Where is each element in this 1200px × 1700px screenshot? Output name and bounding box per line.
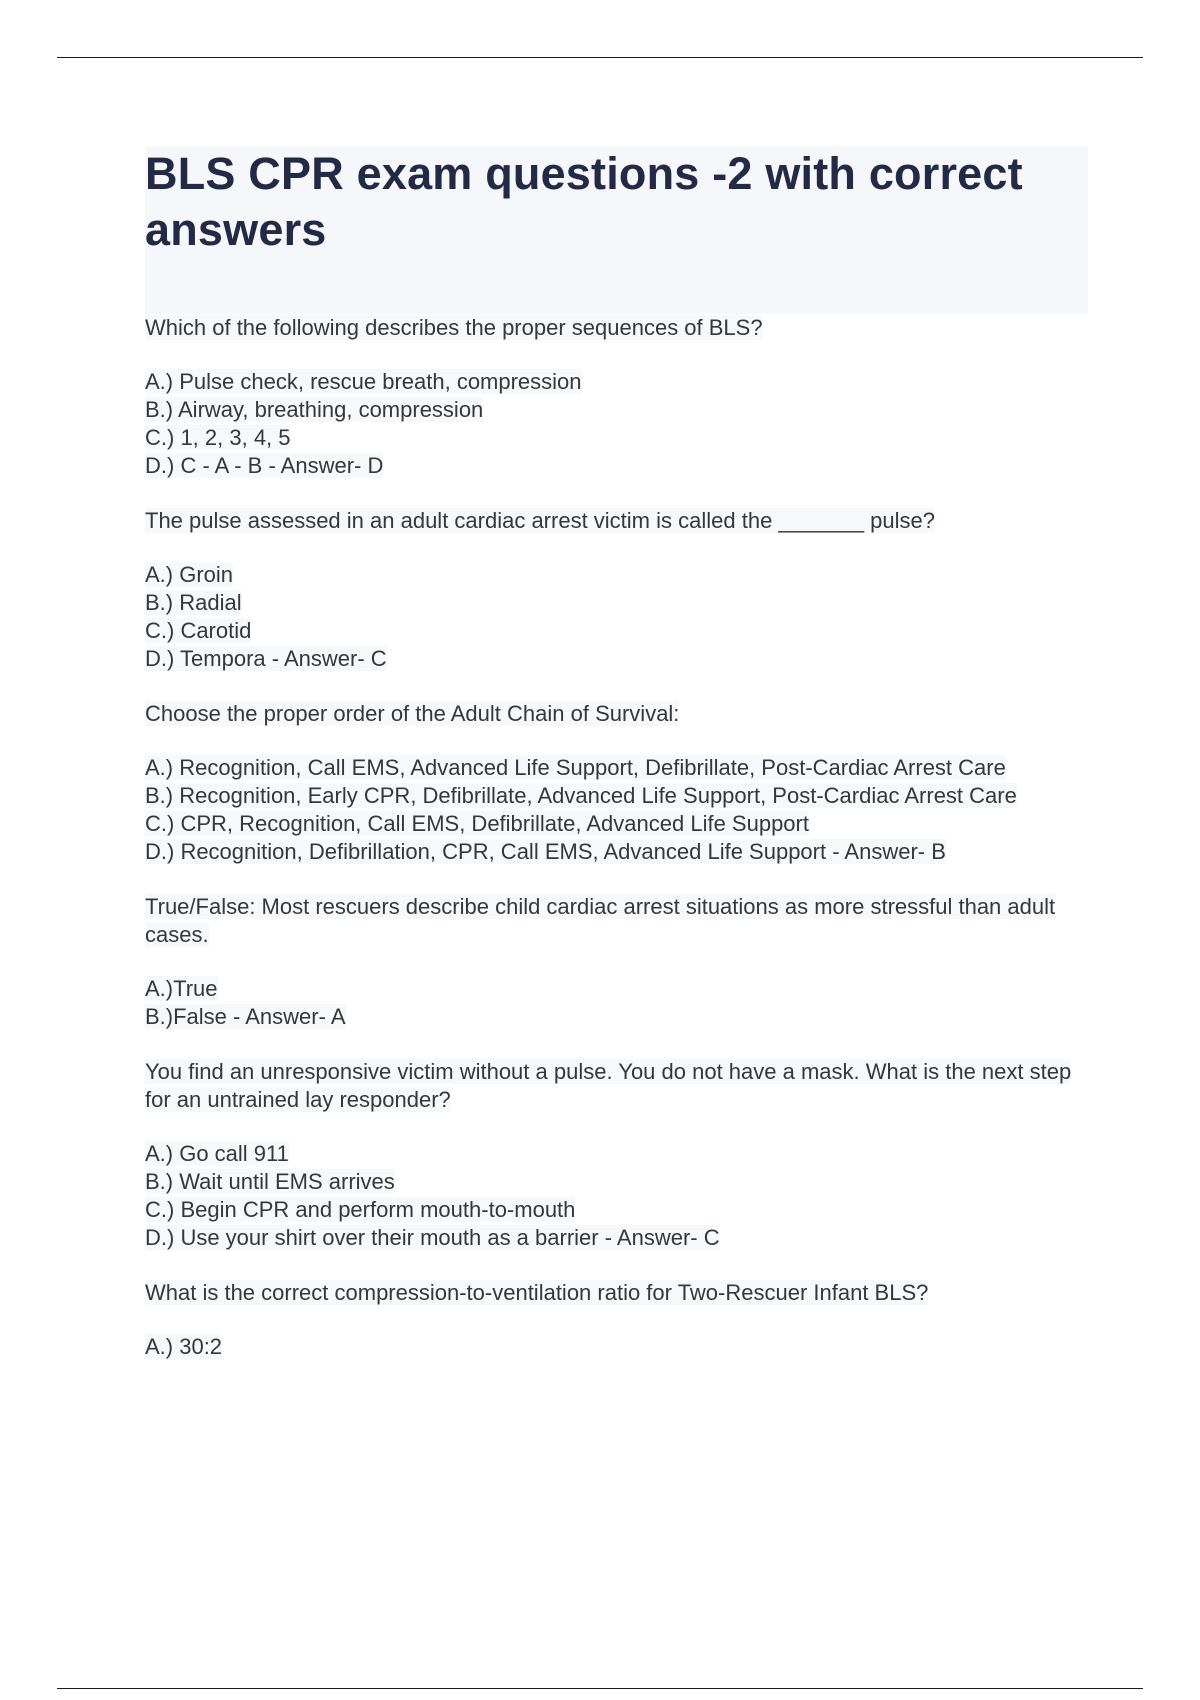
document-body [145,146,1088,1388]
answer-option: A.) Recognition, Call EMS, Advanced Life Support, Defibrillate, Post-Cardiac Arrest Care [145,755,1006,780]
answer-options [145,1333,1088,1361]
question-block-5 [145,1058,1088,1252]
answer-option: A.) Pulse check, rescue breath, compression [145,369,582,394]
question-text [145,700,1088,728]
answer-option: B.) Radial [145,590,242,615]
answer-options [145,1140,1088,1252]
title-band [145,146,1088,314]
answer-option: C.) Carotid [145,618,252,643]
answer-option: A.)True [145,976,218,1001]
question-block-3 [145,700,1088,866]
question-text [145,507,1088,535]
answer-option: A.) Go call 911 [145,1141,289,1166]
question-text [145,893,1088,949]
answer-option: D.) Use your shirt over their mouth as a barrier - Answer- C [145,1225,720,1250]
answer-option: D.) C - A - B - Answer- D [145,453,384,478]
answer-option: C.) CPR, Recognition, Call EMS, Defibrillate, Advanced Life Support [145,811,809,836]
question-label: You find an unresponsive victim without a pulse. You do not have a mask. What is the next step for an untrained lay responder? [145,1059,1072,1112]
question-text [145,1058,1088,1114]
question-label: Choose the proper order of the Adult Chain of Survival: [145,701,680,726]
answer-option: D.) Tempora - Answer- C [145,646,387,671]
answer-option: C.) 1, 2, 3, 4, 5 [145,425,291,450]
question-block-2 [145,507,1088,673]
question-label: The pulse assessed in an adult cardiac arrest victim is called the _______ pulse? [145,508,936,533]
answer-option: B.) Airway, breathing, compression [145,397,484,422]
question-block-4 [145,893,1088,1031]
answer-options [145,561,1088,673]
question-text [145,314,1088,342]
answer-options [145,368,1088,480]
question-block-6 [145,1279,1088,1361]
document-title: BLS CPR exam questions -2 with correct answers [145,148,1023,255]
question-list [145,314,1088,1361]
bottom-rule [57,1688,1143,1689]
answer-option: A.) Groin [145,562,234,587]
answer-options [145,754,1088,866]
answer-option: B.)False - Answer- A [145,1004,346,1029]
answer-options [145,975,1088,1031]
answer-option: B.) Wait until EMS arrives [145,1169,395,1194]
answer-option: D.) Recognition, Defibrillation, CPR, Call EMS, Advanced Life Support - Answer- B [145,839,946,864]
question-label: True/False: Most rescuers describe child cardiac arrest situations as more stressful than adult cases. [145,894,1056,947]
question-label: What is the correct compression-to-ventilation ratio for Two-Rescuer Infant BLS? [145,1280,929,1305]
answer-option: A.) 30:2 [145,1334,223,1359]
top-rule [57,57,1143,58]
answer-option: C.) Begin CPR and perform mouth-to-mouth [145,1197,576,1222]
question-text [145,1279,1088,1307]
question-block-1 [145,314,1088,480]
answer-option: B.) Recognition, Early CPR, Defibrillate, Advanced Life Support, Post-Cardiac Arrest Care [145,783,1017,808]
question-label: Which of the following describes the proper sequences of BLS? [145,315,763,340]
